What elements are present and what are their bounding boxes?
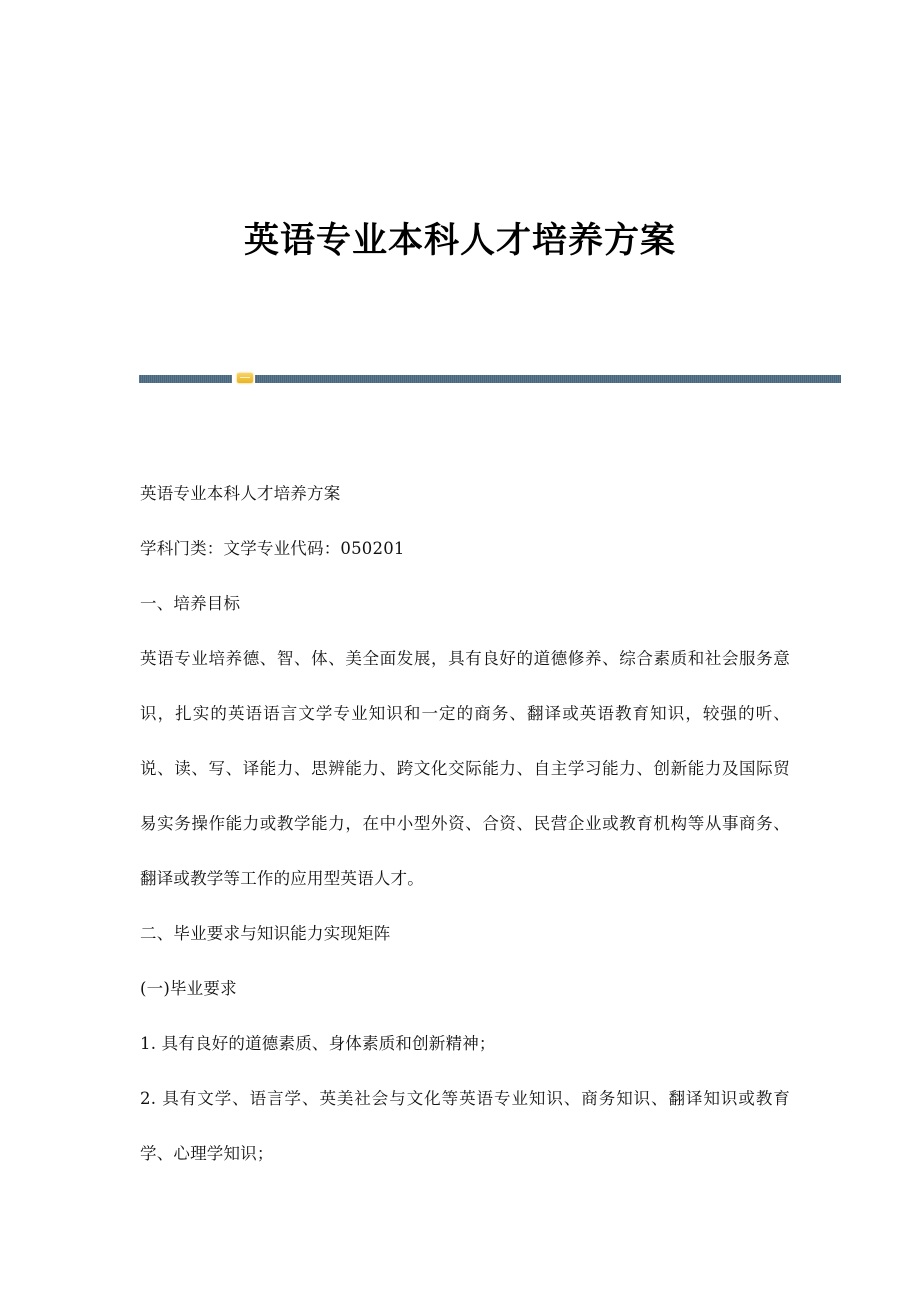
divider-badge-icon bbox=[237, 373, 253, 383]
document-body bbox=[140, 466, 790, 1181]
doc-subtitle: 英语专业本科人才培养方案 bbox=[140, 484, 341, 503]
divider-bar-left bbox=[139, 375, 232, 383]
discipline-code: 学科门类：文学专业代码：050201 bbox=[140, 539, 405, 558]
requirement-item: 1. 具有良好的道德素质、身体素质和创新精神； bbox=[140, 1034, 496, 1053]
divider-bar-right bbox=[255, 375, 841, 383]
subsection-heading-graduation-requirements: (一)毕业要求 bbox=[140, 979, 237, 998]
page-title: 英语专业本科人才培养方案 bbox=[243, 220, 676, 261]
section-heading-requirements: 二、毕业要求与知识能力实现矩阵 bbox=[140, 924, 391, 943]
objectives-paragraph: 英语专业培养德、智、体、美全面发展，具有良好的道德修养、综合素质和社会服务意识，扎实的英语语言文学专业知识和一定的商务、翻译或英语教育知识，较强的听、说、读、写、译能力、思辨能力、跨文化交际能力、自主学习能力、创新能力及国际贸易实务操作能力或教学能力，在中小型外资、合资、民营企业或教育机构等从事商务、翻译或教学等工作的应用型英语人才。 bbox=[140, 649, 790, 888]
requirement-item: 2. 具有文学、语言学、英美社会与文化等英语专业知识、商务知识、翻译知识或教育学、心理学知识； bbox=[140, 1089, 790, 1163]
title-divider bbox=[139, 375, 841, 384]
section-heading-objectives: 一、培养目标 bbox=[140, 594, 241, 613]
